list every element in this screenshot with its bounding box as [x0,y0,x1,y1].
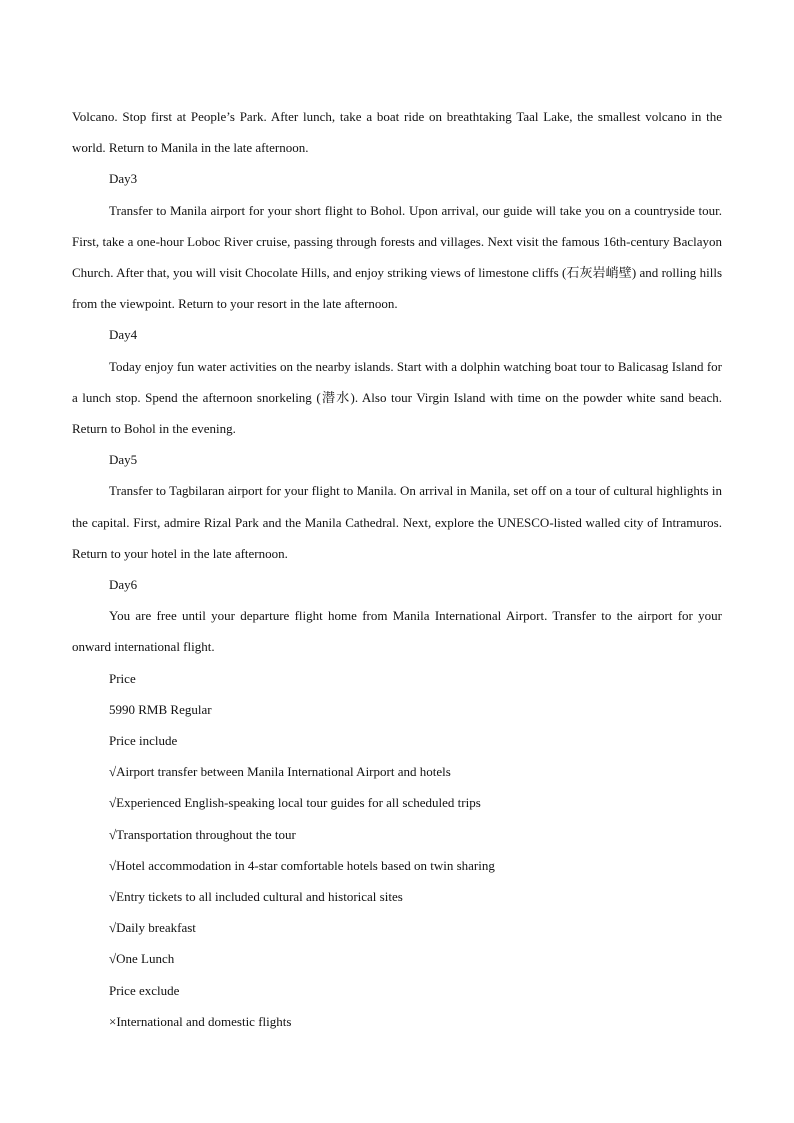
price-include-heading: Price include [109,733,178,749]
price-heading: Price [109,670,136,686]
day4-heading: Day4 [109,327,138,343]
day3-heading: Day3 [109,171,138,187]
include-item: √One Lunch [109,951,175,967]
price-value: 5990 RMB Regular [109,701,212,717]
intro-continuation: Volcano. Stop first at People’s Park. After lunch, take a boat ride on breathtaking Taal Lake, the smallest volcano in the world. Return to Manila in the late afternoon. [72,109,722,156]
day4-text: Today enjoy fun water activities on the nearby islands. Start with a dolphin watching boat tour to Balicasag Island for a lunch stop. Spend the afternoon snorkeling (潜水). Also tour Virgin Island with time on the powder white sand beach. Return to Bohol in the evening. [72,358,722,437]
include-item: √Entry tickets to all included cultural and historical sites [109,889,403,905]
exclude-item: ×International and domestic flights [109,1013,292,1029]
day5-text: Transfer to Tagbilaran airport for your flight to Manila. On arrival in Manila, set off on a tour of cultural highlights in the capital. First, admire Rizal Park and the Manila Cathedral. Next, explore the UNESCO-listed walled city of Intramuros. Return to your hotel in the late afternoon. [72,483,722,561]
include-item: √Airport transfer between Manila International Airport and hotels [109,764,451,780]
include-item: √Experienced English-speaking local tour guides for all scheduled trips [109,795,481,811]
day6-heading: Day6 [109,577,138,593]
price-exclude-heading: Price exclude [109,982,180,998]
include-item: √Transportation throughout the tour [109,826,296,842]
include-item: √Hotel accommodation in 4-star comfortable hotels based on twin sharing [109,857,495,873]
day6-text: You are free until your departure flight home from Manila International Airport. Transfer to the airport for your onward international flight. [72,608,722,655]
day5-heading: Day5 [109,452,138,468]
include-item: √Daily breakfast [109,920,196,936]
day3-text: Transfer to Manila airport for your short flight to Bohol. Upon arrival, our guide will take you on a countryside tour. First, take a one-hour Loboc River cruise, passing through forests and villages. Next visit the famous 16th-century Baclayon Church. After that, you will visit Chocolate Hills, and enjoy striking views of limestone cliffs (石灰岩峭壁) and rolling hills from the viewpoint. Return to your resort in the late afternoon. [72,202,722,312]
